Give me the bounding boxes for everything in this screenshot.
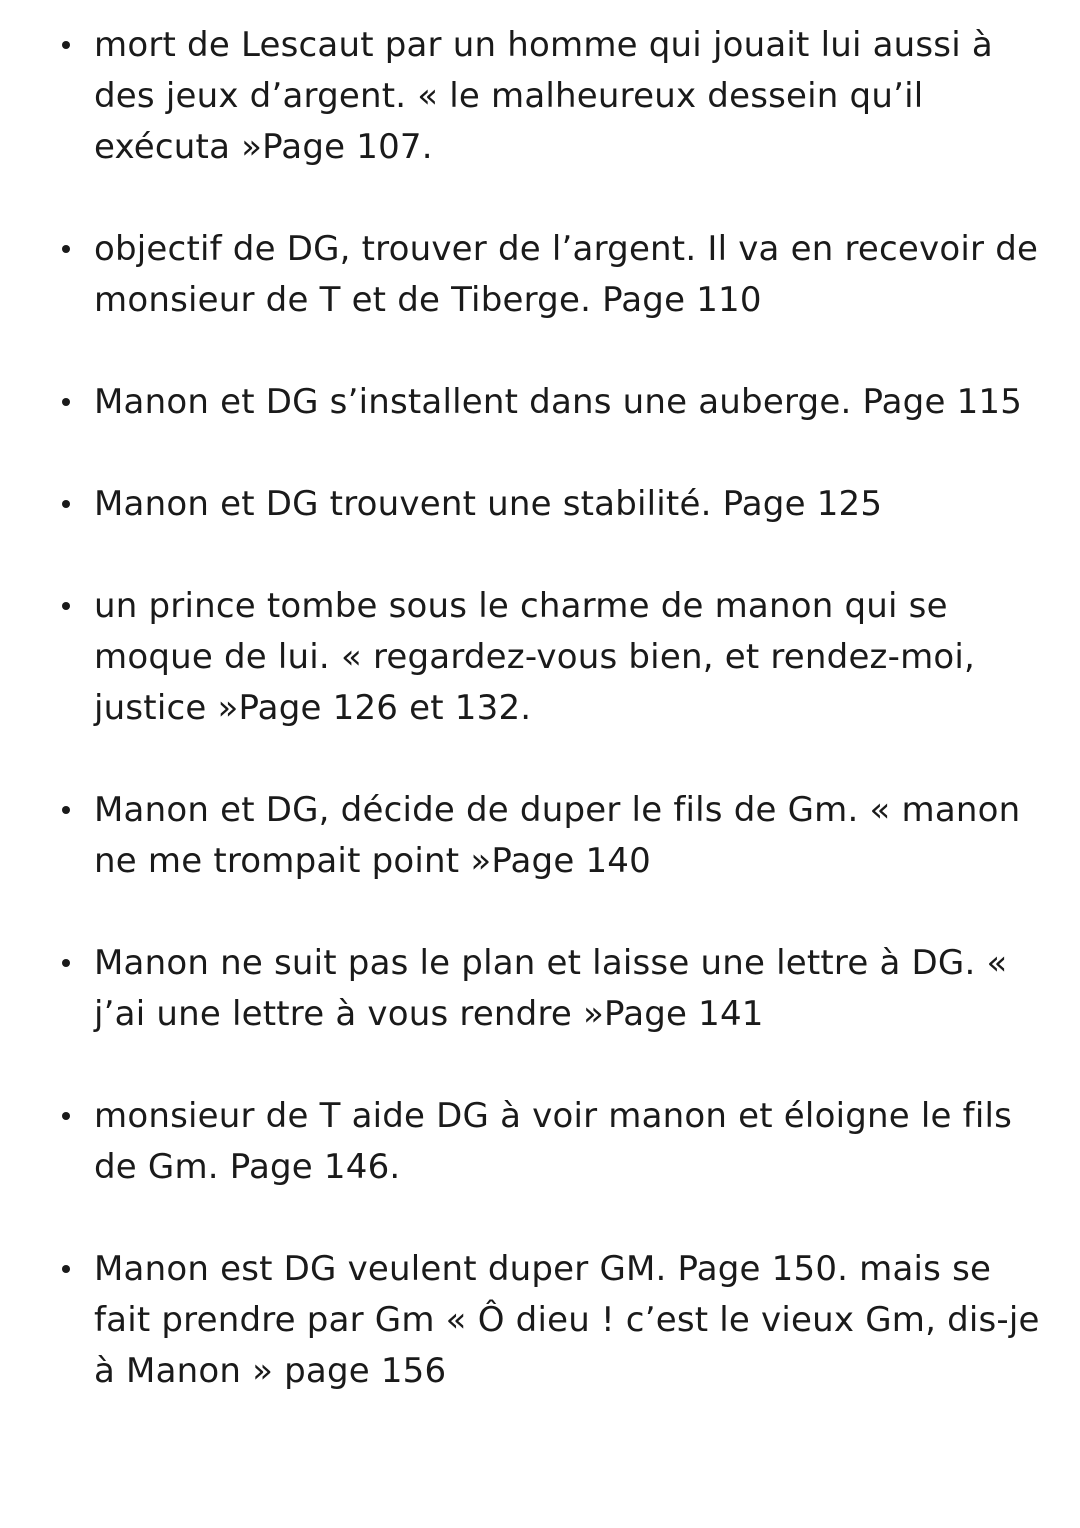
notes-list <box>56 20 1046 1448</box>
bullet-icon <box>62 398 70 406</box>
bullet-icon <box>62 602 70 610</box>
list-item <box>56 224 1046 326</box>
list-item <box>56 377 1046 428</box>
bullet-icon <box>62 1265 70 1273</box>
note-text: Manon et DG trouvent une stabilité. Page 125 <box>94 484 883 524</box>
note-text: mort de Lescaut par un homme qui jouait lui aussi à des jeux d’argent. « le malheureux dessein qu’il exécuta »Page 107. <box>94 25 993 167</box>
bullet-icon <box>62 1112 70 1120</box>
list-item <box>56 938 1046 1040</box>
list-item <box>56 785 1046 887</box>
list-item <box>56 20 1046 173</box>
list-item <box>56 1244 1046 1397</box>
bullet-icon <box>62 806 70 814</box>
note-text: Manon et DG s’installent dans une auberge. Page 115 <box>94 382 1023 422</box>
list-item <box>56 1091 1046 1193</box>
bullet-icon <box>62 41 70 49</box>
note-text: monsieur de T aide DG à voir manon et éloigne le fils de Gm. Page 146. <box>94 1096 1013 1187</box>
list-item <box>56 581 1046 734</box>
note-text: un prince tombe sous le charme de manon qui se moque de lui. « regardez-vous bien, et rendez-moi, justice »Page 126 et 132. <box>94 586 976 728</box>
note-text: Manon et DG, décide de duper le fils de Gm. « manon ne me trompait point »Page 140 <box>94 790 1021 881</box>
note-text: objectif de DG, trouver de l’argent. Il va en recevoir de monsieur de T et de Tiberge. Page 110 <box>94 229 1039 320</box>
note-text: Manon ne suit pas le plan et laisse une lettre à DG. « j’ai une lettre à vous rendre »Page 141 <box>94 943 1008 1034</box>
note-text: Manon est DG veulent duper GM. Page 150. mais se fait prendre par Gm « Ô dieu ! c’est le vieux Gm, dis-je à Manon » page 156 <box>94 1249 1040 1391</box>
bullet-icon <box>62 500 70 508</box>
list-item <box>56 479 1046 530</box>
bullet-icon <box>62 959 70 967</box>
bullet-icon <box>62 245 70 253</box>
